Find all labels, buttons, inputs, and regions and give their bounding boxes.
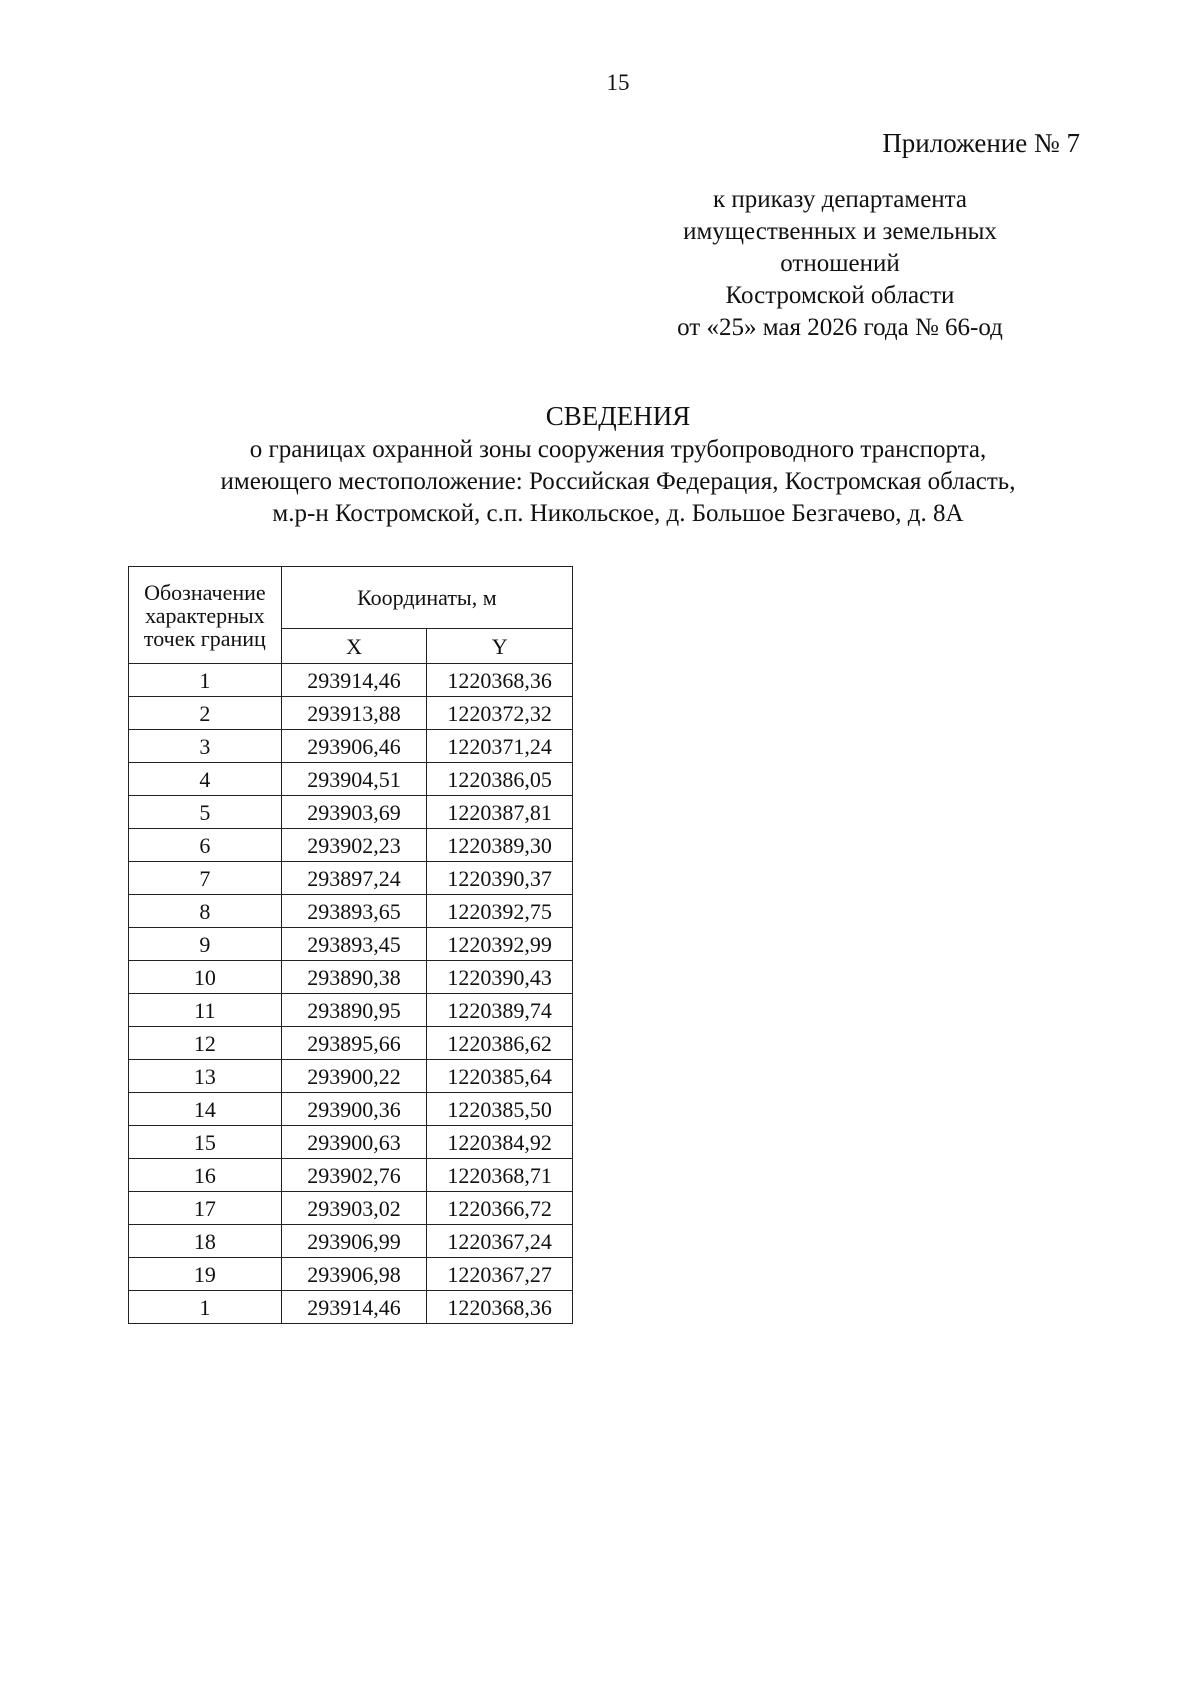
point-cell: 13 (129, 1060, 282, 1093)
x-coordinate-cell: 293900,22 (281, 1060, 427, 1093)
table-row (129, 1027, 573, 1060)
table-row (129, 1093, 573, 1126)
x-coordinate-cell: 293904,51 (281, 763, 427, 796)
table-row (129, 1159, 573, 1192)
y-coordinate-cell: 1220367,24 (427, 1225, 573, 1258)
y-coordinate-cell: 1220392,99 (427, 928, 573, 961)
coordinates-table-body (129, 664, 573, 1324)
order-reference-line: отношений (780, 250, 900, 277)
point-cell: 6 (129, 829, 282, 862)
x-coordinate-cell: 293890,38 (281, 961, 427, 994)
y-coordinate-cell: 1220390,43 (427, 961, 573, 994)
x-coordinate-cell: 293900,36 (281, 1093, 427, 1126)
header-x: X (281, 629, 427, 664)
order-reference-line: Костромской области (725, 282, 955, 309)
appendix-title: Приложение № 7 (882, 128, 1080, 158)
table-row (129, 1126, 573, 1159)
x-coordinate-cell: 293893,65 (281, 895, 427, 928)
x-coordinate-cell: 293890,95 (281, 994, 427, 1027)
point-cell: 9 (129, 928, 282, 961)
point-cell: 3 (129, 730, 282, 763)
point-cell: 7 (129, 862, 282, 895)
y-coordinate-cell: 1220368,36 (427, 664, 573, 697)
y-coordinate-cell: 1220372,32 (427, 697, 573, 730)
table-row (129, 961, 573, 994)
point-cell: 12 (129, 1027, 282, 1060)
x-coordinate-cell: 293913,88 (281, 697, 427, 730)
coordinates-table-header (129, 567, 573, 664)
y-coordinate-cell: 1220368,71 (427, 1159, 573, 1192)
y-coordinate-cell: 1220385,64 (427, 1060, 573, 1093)
x-coordinate-cell: 293914,46 (281, 664, 427, 697)
page-number: 15 (606, 70, 630, 95)
y-coordinate-cell: 1220367,27 (427, 1258, 573, 1291)
x-coordinate-cell: 293893,45 (281, 928, 427, 961)
x-coordinate-cell: 293903,69 (281, 796, 427, 829)
point-cell: 5 (129, 796, 282, 829)
y-coordinate-cell: 1220389,74 (427, 994, 573, 1027)
coordinates-table (128, 566, 573, 1324)
y-coordinate-cell: 1220392,75 (427, 895, 573, 928)
point-cell: 1 (129, 664, 282, 697)
point-cell: 1 (129, 1291, 282, 1324)
order-reference (600, 184, 1080, 344)
document-subtitle-line: м.р-н Костромской, с.п. Никольское, д. Большое Безгачево, д. 8А (272, 500, 964, 527)
order-reference-line: к приказу департамента (712, 186, 968, 213)
y-coordinate-cell: 1220389,30 (427, 829, 573, 862)
y-coordinate-cell: 1220386,62 (427, 1027, 573, 1060)
table-row (129, 796, 573, 829)
x-coordinate-cell: 293906,98 (281, 1258, 427, 1291)
document-subtitle-line: о границах охранной зоны сооружения трубопроводного транспорта, (249, 436, 987, 463)
table-row (129, 763, 573, 796)
x-coordinate-cell: 293900,63 (281, 1126, 427, 1159)
x-coordinate-cell: 293906,99 (281, 1225, 427, 1258)
y-coordinate-cell: 1220385,50 (427, 1093, 573, 1126)
x-coordinate-cell: 293897,24 (281, 862, 427, 895)
document-title: СВЕДЕНИЯ (545, 401, 691, 431)
table-row (129, 1192, 573, 1225)
point-cell: 2 (129, 697, 282, 730)
order-reference-line: имущественных и земельных (683, 218, 997, 245)
table-row (129, 1258, 573, 1291)
x-coordinate-cell: 293903,02 (281, 1192, 427, 1225)
header-y: Y (427, 629, 573, 664)
table-row (129, 829, 573, 862)
y-coordinate-cell: 1220390,37 (427, 862, 573, 895)
x-coordinate-cell: 293895,66 (281, 1027, 427, 1060)
point-cell: 16 (129, 1159, 282, 1192)
y-coordinate-cell: 1220386,05 (427, 763, 573, 796)
table-row (129, 928, 573, 961)
point-cell: 19 (129, 1258, 282, 1291)
header-coordinates: Координаты, м (281, 567, 572, 629)
y-coordinate-cell: 1220384,92 (427, 1126, 573, 1159)
point-cell: 4 (129, 763, 282, 796)
table-row (129, 994, 573, 1027)
x-coordinate-cell: 293906,46 (281, 730, 427, 763)
table-row (129, 1225, 573, 1258)
y-coordinate-cell: 1220387,81 (427, 796, 573, 829)
point-cell: 11 (129, 994, 282, 1027)
table-row (129, 697, 573, 730)
y-coordinate-cell: 1220371,24 (427, 730, 573, 763)
point-cell: 14 (129, 1093, 282, 1126)
x-coordinate-cell: 293914,46 (281, 1291, 427, 1324)
document-subtitle (0, 434, 1200, 530)
table-row (129, 895, 573, 928)
table-row (129, 1291, 573, 1324)
point-cell: 15 (129, 1126, 282, 1159)
document-subtitle-line: имеющего местоположение: Российская Федерация, Костромская область, (220, 468, 1016, 495)
x-coordinate-cell: 293902,76 (281, 1159, 427, 1192)
y-coordinate-cell: 1220366,72 (427, 1192, 573, 1225)
point-cell: 17 (129, 1192, 282, 1225)
x-coordinate-cell: 293902,23 (281, 829, 427, 862)
point-cell: 8 (129, 895, 282, 928)
table-row (129, 1060, 573, 1093)
order-reference-line: от «25» мая 2026 года № 66-од (677, 314, 1003, 341)
y-coordinate-cell: 1220368,36 (427, 1291, 573, 1324)
table-row (129, 664, 573, 697)
point-cell: 18 (129, 1225, 282, 1258)
table-row (129, 730, 573, 763)
table-row (129, 862, 573, 895)
header-point-designation: Обозначение характерных точек границ (129, 567, 282, 664)
point-cell: 10 (129, 961, 282, 994)
